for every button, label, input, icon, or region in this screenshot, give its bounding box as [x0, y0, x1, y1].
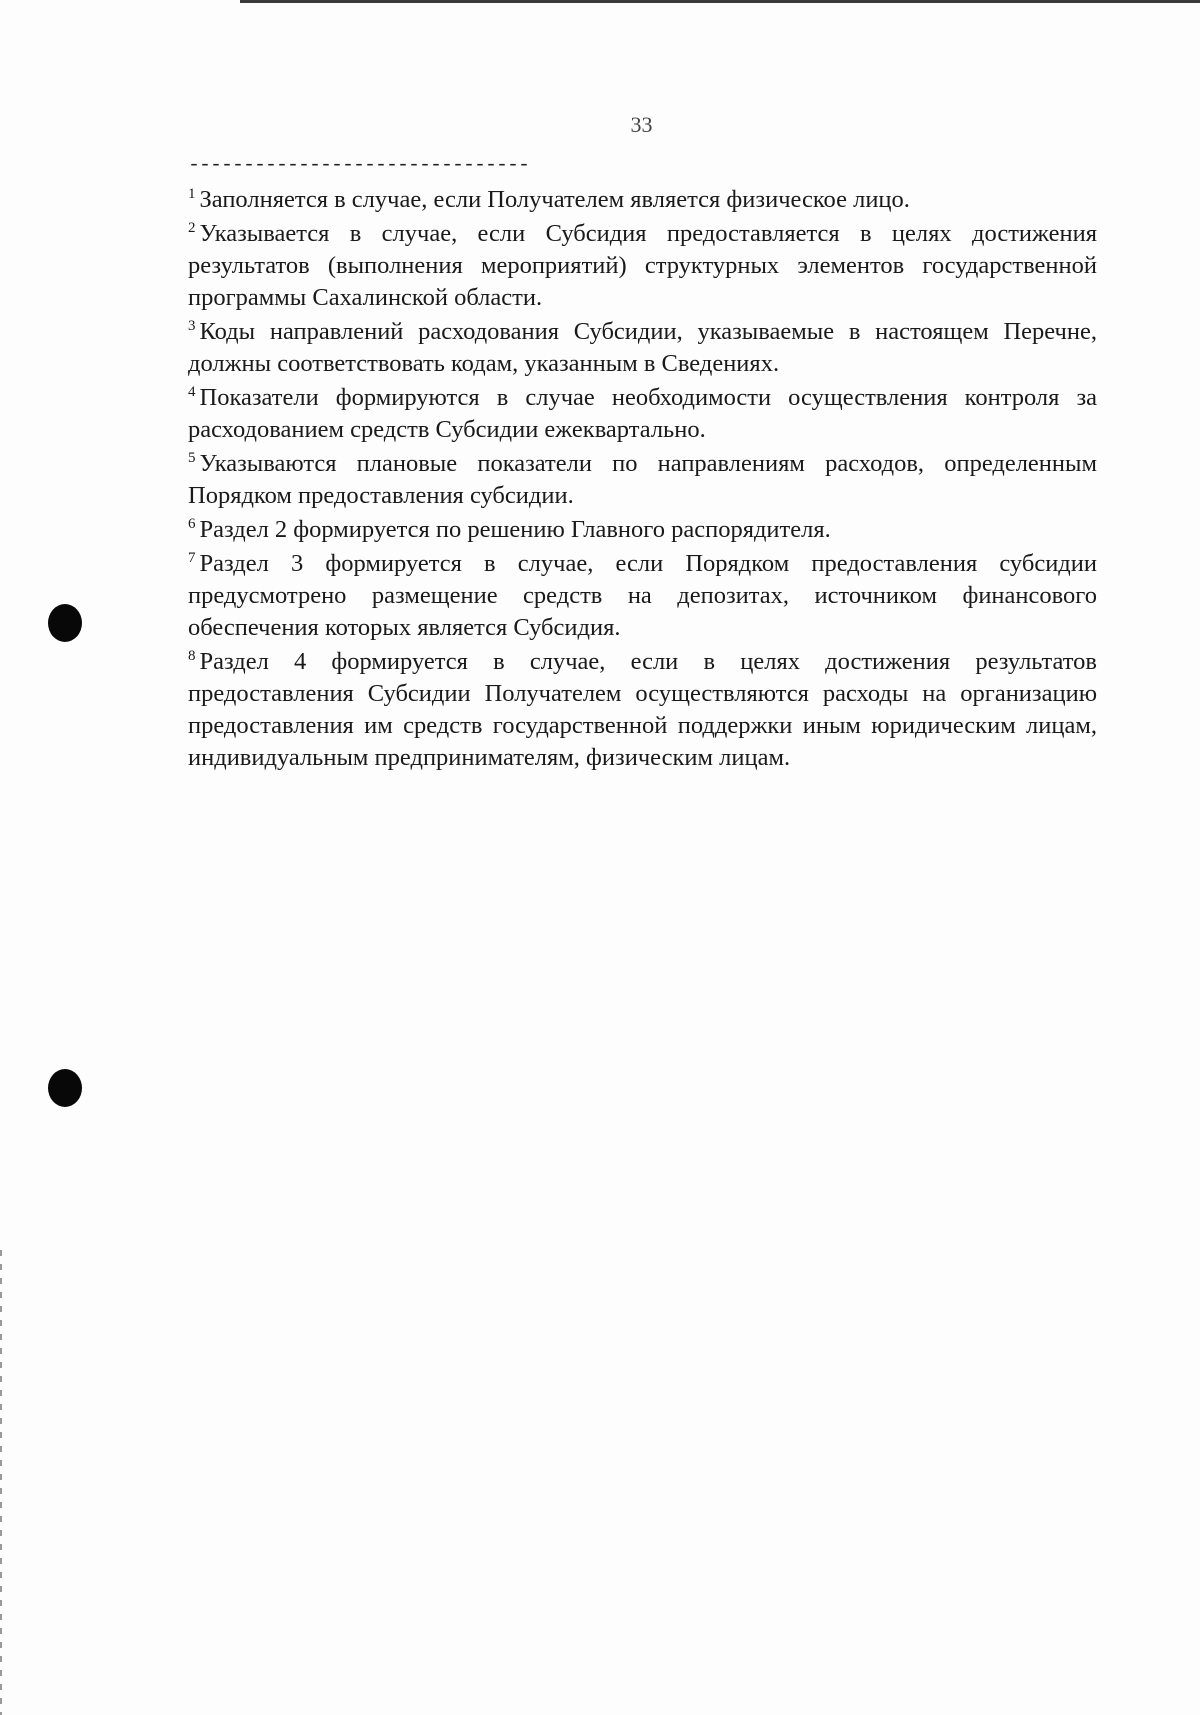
footnote-text: Заполняется в случае, если Получателем является физическое лицо.: [199, 186, 910, 213]
footnote-text: Раздел 2 формируется по решению Главного распорядителя.: [199, 516, 831, 543]
footnote-5: [188, 448, 1097, 512]
punch-hole-lower: [48, 1069, 82, 1107]
footnote-text: Указываются плановые показатели по направлениям расходов, определенным Порядком предоставления субсидии.: [188, 450, 1097, 509]
footnote-6: [188, 514, 1097, 546]
footnote-text: Раздел 4 формируется в случае, если в целях достижения результатов предоставления Субсидии Получателем осуществляются расходы на организацию предоставления им средств государственной поддержки иным юридическим лицам, индивидуальным предпринимателям, физическим лицам.: [188, 648, 1097, 771]
footnote-text: Указывается в случае, если Субсидия предоставляется в целях достижения результатов (выполнения мероприятий) структурных элементов государственной программы Сахалинской области.: [188, 220, 1097, 311]
footnote-7: [188, 548, 1097, 644]
footnote-2: [188, 218, 1097, 314]
scan-left-edge: [0, 1250, 2, 1715]
page-number: 33: [630, 112, 653, 137]
footnote-mark: 3: [188, 318, 196, 334]
footnote-text: Показатели формируются в случае необходимости осуществления контроля за расходованием средств Субсидии ежеквартально.: [188, 384, 1097, 443]
footnote-1: [188, 184, 1097, 216]
footnote-mark: 1: [188, 186, 196, 202]
scan-top-edge: [240, 0, 1200, 3]
footnote-mark: 7: [188, 550, 196, 566]
footnote-mark: 5: [188, 450, 196, 466]
footnotes-block: [188, 184, 1097, 776]
footnote-mark: 4: [188, 384, 196, 400]
footnote-3: [188, 316, 1097, 380]
footnote-4: [188, 382, 1097, 446]
footnote-mark: 2: [188, 220, 196, 236]
footnote-text: Коды направлений расходования Субсидии, указываемые в настоящем Перечне, должны соответствовать кодам, указанным в Сведениях.: [188, 318, 1097, 377]
footnote-separator: -------------------------------: [188, 154, 530, 177]
footnote-mark: 8: [188, 648, 196, 664]
footnote-8: [188, 646, 1097, 774]
footnote-mark: 6: [188, 516, 196, 532]
footnote-text: Раздел 3 формируется в случае, если Порядком предоставления субсидии предусмотрено размещение средств на депозитах, источником финансового обеспечения которых является Субсидия.: [188, 550, 1097, 641]
punch-hole-upper: [48, 604, 82, 642]
